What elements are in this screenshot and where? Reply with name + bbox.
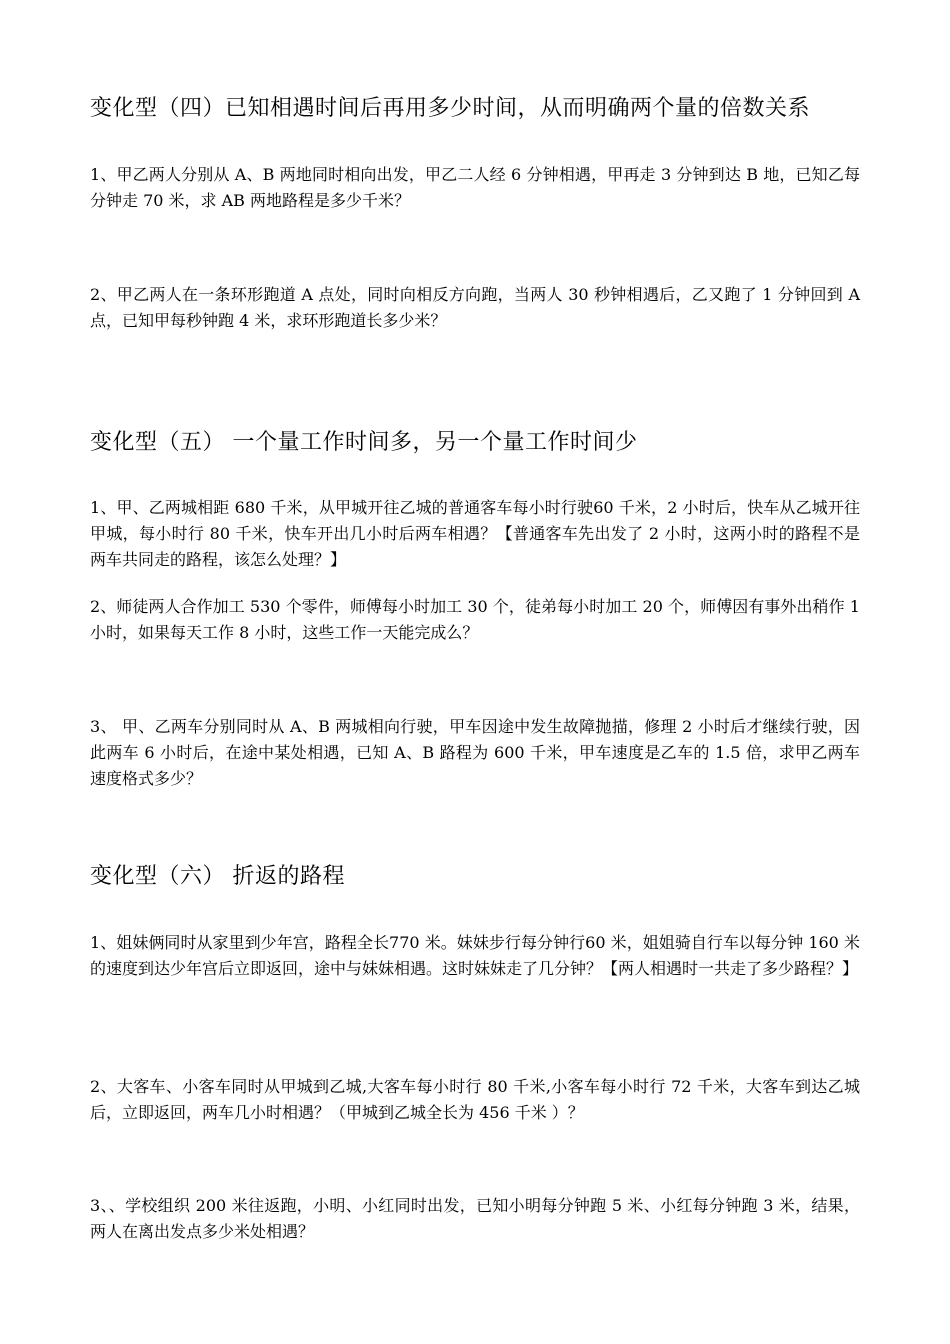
problem-item: 2、大客车、小客车同时从甲城到乙城,大客车每小时行 80 千米,小客车每小时行 72 千米，大客车到达乙城后，立即返回，两车几小时相遇？（甲城到乙城全长为 456 千米 ）？ xyxy=(90,1077,860,1122)
section-heading: 变化型（四）已知相遇时间后再用多少时间，从而明确两个量的倍数关系 xyxy=(90,96,811,121)
problem-item: 1、甲、乙两城相距 680 千米，从甲城开往乙城的普通客车每小时行驶60 千米，2 小时后，快车从乙城开往甲城，每小时行 80 千米，快车开出几小时后两车相遇？【普通客车先出发了 2 小时，这两小时的路程不是两车共同走的路程，该怎么处理？】 xyxy=(90,498,860,569)
problem-item: 2、甲乙两人在一条环形跑道 A 点处，同时向相反方向跑，当两人 30 秒钟相遇后，乙又跑了 1 分钟回到 A 点，已知甲每秒钟跑 4 米，求环形跑道长多少米？ xyxy=(90,285,860,330)
problem-item: 3、 甲、乙两车分别同时从 A、B 两城相向行驶，甲车因途中发生故障抛描，修理 2 小时后才继续行驶，因此两车 6 小时后，在途中某处相遇，已知 A、B 路程为 600 千米，甲车速度是乙车的 1.5 倍，求甲乙两车速度格式多少？ xyxy=(90,717,860,788)
problem-item: 2、师徒两人合作加工 530 个零件，师傅每小时加工 30 个，徒弟每小时加工 20 个，师傅因有事外出稍作 1 小时，如果每天工作 8 小时，这些工作一天能完成么？ xyxy=(90,597,860,642)
section-heading: 变化型（六） 折返的路程 xyxy=(90,864,345,889)
problem-item: 1、姐妹俩同时从家里到少年宫，路程全长770 米。妹妹步行每分钟行60 米，姐姐骑自行车以每分钟 160 米的速度到达少年宫后立即返回，途中与妹妹相遇。这时妹妹走了几分钟？【两人相遇时一共走了多少路程？】 xyxy=(90,933,860,978)
section-heading: 变化型（五） 一个量工作时间多，另一个量工作时间少 xyxy=(90,430,638,455)
problem-item: 3、、学校组织 200 米往返跑，小明、小红同时出发，已知小明每分钟跑 5 米、小红每分钟跑 3 米，结果，两人在离出发点多少米处相遇？ xyxy=(90,1196,860,1241)
problem-item: 1、甲乙两人分别从 A、B 两地同时相向出发，甲乙二人经 6 分钟相遇，甲再走 3 分钟到达 B 地，已知乙每分钟走 70 米，求 AB 两地路程是多少千米？ xyxy=(90,165,860,210)
